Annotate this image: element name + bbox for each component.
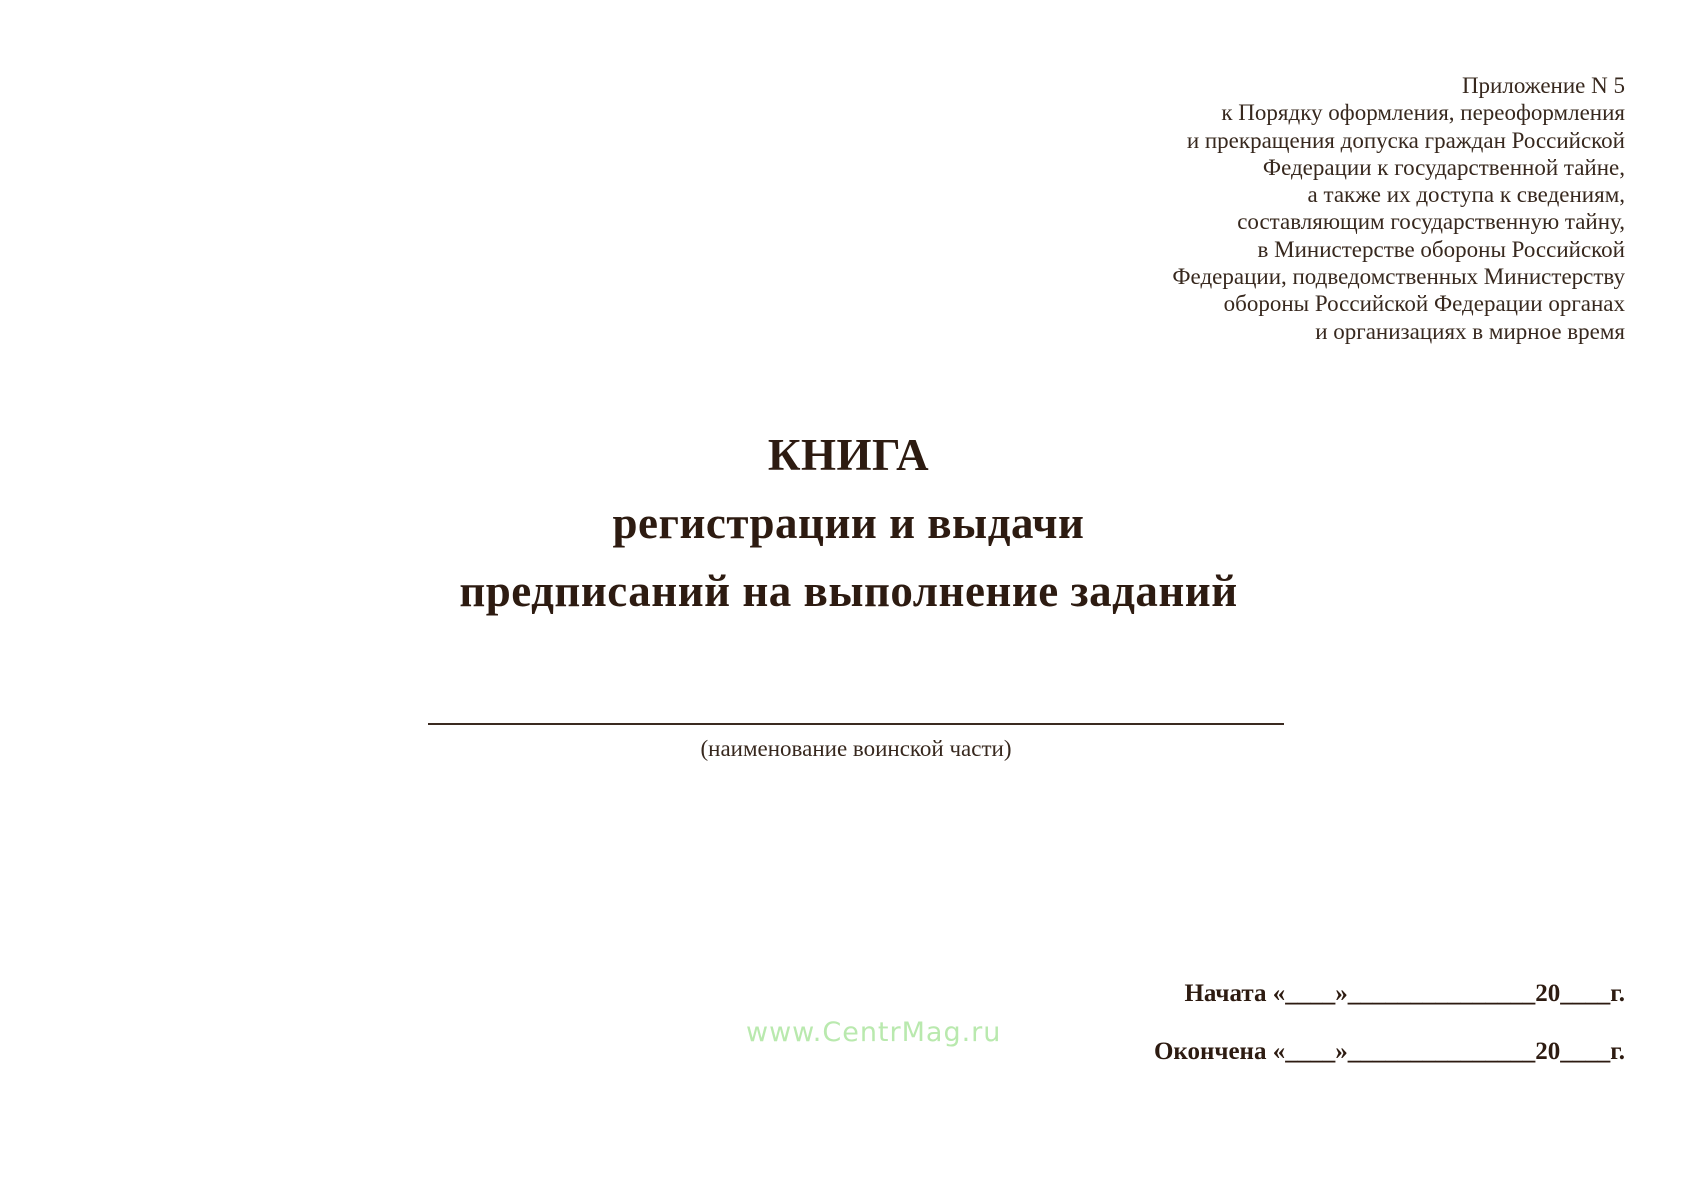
appendix-line: Приложение N 5: [1461, 73, 1625, 98]
appendix-line: к Порядку оформления, переоформления: [1221, 100, 1625, 126]
appendix-line: и организациях в мирное время: [1315, 318, 1625, 344]
appendix-reference: [1172, 72, 1625, 345]
appendix-line: Федерации, подведомственных Министерству: [1172, 264, 1625, 290]
appendix-line: Федерации к государственной тайне,: [1262, 154, 1625, 180]
document-title-line3: предписаний на выполнение заданий: [459, 566, 1238, 616]
started-date-line: Начата «____»_______________20____г.: [1184, 980, 1625, 1007]
finished-date-line: Окончена «____»_______________20____г.: [1153, 1038, 1625, 1065]
appendix-line: обороны Российской Федерации органах: [1223, 291, 1625, 317]
document-title-line2: регистрации и выдачи: [612, 498, 1085, 548]
document-title: [0, 421, 1697, 625]
appendix-line: и прекращения допуска граждан Российской: [1186, 127, 1625, 153]
appendix-line: а также их доступа к сведениям,: [1307, 182, 1625, 208]
unit-name-blank-line: [428, 723, 1284, 725]
document-title-line1: КНИГА: [767, 430, 930, 480]
appendix-line: в Министерстве обороны Российской: [1257, 236, 1625, 262]
appendix-line: составляющим государственную тайну,: [1237, 209, 1625, 235]
watermark-centrmag: www.CentrMag.ru: [746, 1017, 1002, 1048]
unit-name-caption: (наименование воинской части): [700, 736, 1012, 761]
